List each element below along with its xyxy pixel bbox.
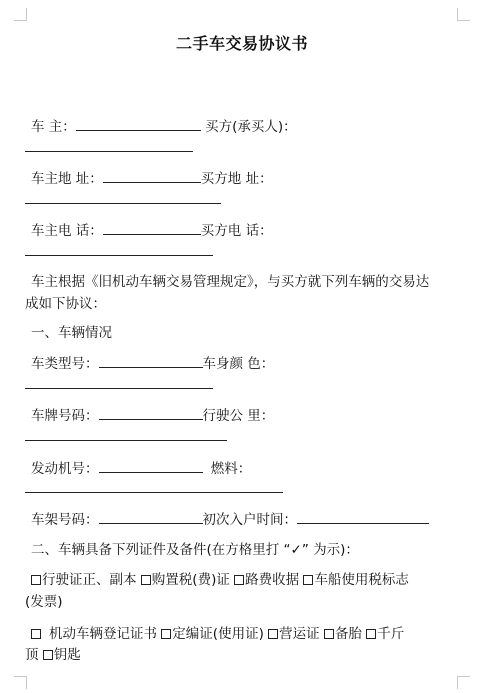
checkbox[interactable] (141, 575, 151, 585)
checkbox[interactable] (303, 575, 313, 585)
checkbox[interactable] (161, 629, 171, 639)
checkbox[interactable] (234, 575, 244, 585)
frame-row (31, 509, 429, 530)
owner-phone-label: 车主电 话： (31, 223, 103, 239)
engine-label: 发动机号： (31, 461, 99, 477)
page-corner-mark (14, 676, 27, 689)
mileage-field[interactable] (25, 440, 227, 441)
document-option: 机动车辆登记证书 (49, 626, 157, 642)
buyer-label: 买方(承买人)： (205, 119, 297, 135)
buyer-field[interactable] (25, 151, 193, 152)
owner-address-field[interactable] (103, 168, 201, 183)
model-label: 车类型号： (31, 356, 99, 372)
document-option-continued: 顶 (25, 647, 39, 663)
page-corner-mark (457, 8, 470, 21)
document-option-continued: (发票) (25, 594, 63, 610)
buyer-phone-field[interactable] (25, 255, 213, 256)
checkbox[interactable] (268, 629, 278, 639)
model-field[interactable] (99, 353, 203, 368)
owner-row (31, 116, 297, 137)
frame-field[interactable] (99, 509, 203, 524)
fuel-label: 燃料： (210, 461, 252, 477)
frame-label: 车架号码： (31, 512, 99, 528)
document-option: 路费收据 (245, 572, 300, 588)
phone-row (31, 220, 273, 241)
fuel-field[interactable] (25, 492, 283, 493)
engine-row (31, 458, 251, 479)
model-row (31, 353, 274, 374)
document-option: 行驶证正、副本 (42, 572, 137, 588)
checkbox[interactable] (324, 629, 334, 639)
buyer-address-label: 买方地 址： (200, 171, 273, 187)
plate-row (31, 405, 274, 426)
document-option: 购置税(费)证 (151, 572, 230, 588)
plate-field[interactable] (99, 405, 203, 420)
document-option: 营运证 (279, 626, 320, 642)
buyer-phone-label: 买方电 话： (200, 223, 273, 239)
document-title: 二手车交易协议书 (175, 34, 308, 53)
engine-field[interactable] (99, 458, 203, 473)
document-option: 钥匙 (53, 647, 81, 663)
page-corner-mark (14, 8, 27, 21)
first-registration-label: 初次入户时间： (202, 512, 297, 528)
owner-address-label: 车主地 址： (31, 171, 103, 187)
intro-line: 成如下协议： (25, 296, 106, 312)
document-option: 车船使用税标志 (314, 572, 409, 588)
section-heading-documents: 二、车辆具备下列证件及备件(在方格里打 “✓” 为示)： (31, 542, 359, 558)
documents-row (31, 624, 404, 644)
owner-field[interactable] (76, 116, 201, 131)
intro-line: 车主根据《旧机动车辆交易管理规定》，与买方就下列车辆的交易达 (31, 274, 430, 290)
section-heading-vehicle: 一、车辆情况 (31, 325, 112, 341)
checkbox[interactable] (31, 575, 41, 585)
checkbox[interactable] (43, 650, 53, 660)
checkbox[interactable] (31, 629, 41, 639)
mileage-label: 行驶公 里： (202, 408, 275, 424)
documents-row-continued (25, 645, 81, 665)
buyer-address-field[interactable] (25, 203, 221, 204)
color-label: 车身颜 色： (202, 356, 275, 372)
first-registration-field[interactable] (297, 509, 429, 524)
checkbox[interactable] (366, 629, 376, 639)
owner-label: 车 主： (31, 119, 76, 135)
address-row (31, 168, 273, 189)
owner-phone-field[interactable] (103, 220, 201, 235)
plate-label: 车牌号码： (31, 408, 99, 424)
document-option: 定编证(使用证) (172, 626, 264, 642)
documents-row (31, 570, 409, 590)
document-option: 备胎 (334, 626, 362, 642)
page-corner-mark (457, 676, 470, 689)
document-option: 千斤 (377, 626, 405, 642)
color-field[interactable] (25, 388, 213, 389)
